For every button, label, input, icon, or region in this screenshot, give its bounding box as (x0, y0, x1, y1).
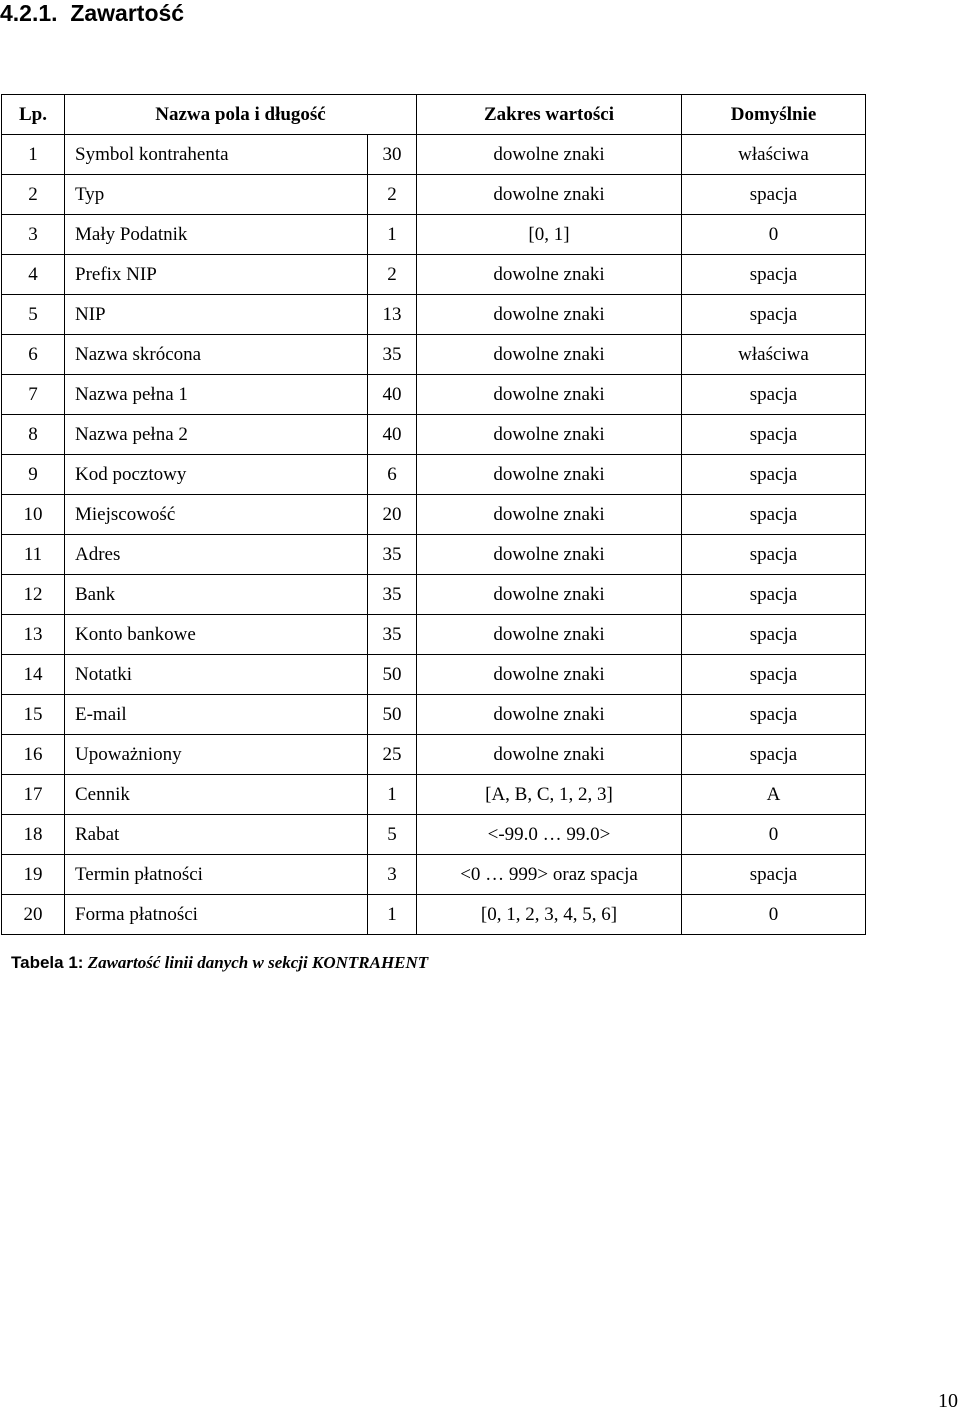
cell-range: dowolne znaki (417, 575, 682, 615)
cell-length: 6 (368, 455, 417, 495)
cell-field-name: Upoważniony (65, 735, 368, 775)
table-row (2, 375, 866, 415)
table-row (2, 495, 866, 535)
table-row (2, 575, 866, 615)
cell-lp: 19 (2, 855, 65, 895)
cell-field-name: E-mail (65, 695, 368, 735)
table-row (2, 135, 866, 175)
cell-range: <-99.0 … 99.0> (417, 815, 682, 855)
cell-default: spacja (682, 455, 866, 495)
cell-lp: 13 (2, 615, 65, 655)
cell-range: dowolne znaki (417, 455, 682, 495)
table-header-row (2, 95, 866, 135)
table-row (2, 455, 866, 495)
cell-range: [A, B, C, 1, 2, 3] (417, 775, 682, 815)
header-default: Domyślnie (682, 95, 866, 135)
cell-field-name: NIP (65, 295, 368, 335)
cell-length: 3 (368, 855, 417, 895)
cell-length: 50 (368, 655, 417, 695)
cell-range: dowolne znaki (417, 135, 682, 175)
cell-length: 35 (368, 335, 417, 375)
cell-length: 40 (368, 375, 417, 415)
cell-lp: 1 (2, 135, 65, 175)
cell-field-name: Prefix NIP (65, 255, 368, 295)
cell-field-name: Rabat (65, 815, 368, 855)
cell-lp: 5 (2, 295, 65, 335)
cell-length: 35 (368, 535, 417, 575)
cell-range: dowolne znaki (417, 175, 682, 215)
cell-default: właściwa (682, 335, 866, 375)
cell-length: 1 (368, 895, 417, 935)
table-row (2, 655, 866, 695)
cell-lp: 3 (2, 215, 65, 255)
table-row (2, 615, 866, 655)
cell-default: spacja (682, 655, 866, 695)
section-number: 4.2.1. (0, 0, 58, 26)
table-row (2, 855, 866, 895)
table-row (2, 175, 866, 215)
cell-length: 40 (368, 415, 417, 455)
cell-range: dowolne znaki (417, 735, 682, 775)
cell-lp: 18 (2, 815, 65, 855)
section-heading (0, 0, 184, 26)
cell-length: 5 (368, 815, 417, 855)
cell-range: dowolne znaki (417, 535, 682, 575)
cell-lp: 14 (2, 655, 65, 695)
header-range: Zakres wartości (417, 95, 682, 135)
caption-label: Tabela 1: (11, 953, 84, 972)
cell-lp: 8 (2, 415, 65, 455)
cell-range: dowolne znaki (417, 375, 682, 415)
cell-lp: 6 (2, 335, 65, 375)
cell-range: [0, 1] (417, 215, 682, 255)
cell-range: dowolne znaki (417, 695, 682, 735)
cell-field-name: Notatki (65, 655, 368, 695)
table-row (2, 215, 866, 255)
cell-range: dowolne znaki (417, 255, 682, 295)
cell-lp: 7 (2, 375, 65, 415)
cell-default: 0 (682, 895, 866, 935)
cell-range: <0 … 999> oraz spacja (417, 855, 682, 895)
table-row (2, 335, 866, 375)
cell-default: 0 (682, 215, 866, 255)
table-row (2, 895, 866, 935)
cell-default: spacja (682, 415, 866, 455)
table-body (2, 135, 866, 935)
cell-field-name: Kod pocztowy (65, 455, 368, 495)
cell-default: spacja (682, 295, 866, 335)
caption-text: Zawartość linii danych w sekcji KONTRAHENT (87, 953, 429, 972)
section-title: Zawartość (70, 0, 185, 26)
cell-length: 50 (368, 695, 417, 735)
cell-default: spacja (682, 535, 866, 575)
cell-default: spacja (682, 615, 866, 655)
cell-lp: 9 (2, 455, 65, 495)
cell-range: [0, 1, 2, 3, 4, 5, 6] (417, 895, 682, 935)
table-caption (11, 952, 428, 974)
cell-default: spacja (682, 255, 866, 295)
cell-lp: 2 (2, 175, 65, 215)
cell-length: 1 (368, 775, 417, 815)
cell-length: 35 (368, 615, 417, 655)
cell-range: dowolne znaki (417, 335, 682, 375)
cell-length: 2 (368, 175, 417, 215)
table-row (2, 695, 866, 735)
cell-field-name: Cennik (65, 775, 368, 815)
table-row (2, 415, 866, 455)
cell-lp: 15 (2, 695, 65, 735)
fields-table (1, 94, 866, 935)
cell-lp: 17 (2, 775, 65, 815)
cell-length: 35 (368, 575, 417, 615)
cell-length: 2 (368, 255, 417, 295)
table-row (2, 535, 866, 575)
cell-field-name: Miejscowość (65, 495, 368, 535)
table-row (2, 255, 866, 295)
cell-field-name: Symbol kontrahenta (65, 135, 368, 175)
cell-default: spacja (682, 695, 866, 735)
cell-range: dowolne znaki (417, 495, 682, 535)
page-number: 10 (938, 1390, 958, 1412)
cell-field-name: Konto bankowe (65, 615, 368, 655)
cell-lp: 4 (2, 255, 65, 295)
table-row (2, 735, 866, 775)
cell-default: A (682, 775, 866, 815)
header-name-length: Nazwa pola i długość (65, 95, 417, 135)
cell-default: spacja (682, 855, 866, 895)
cell-length: 13 (368, 295, 417, 335)
table-row (2, 775, 866, 815)
cell-lp: 12 (2, 575, 65, 615)
cell-default: spacja (682, 735, 866, 775)
cell-range: dowolne znaki (417, 615, 682, 655)
cell-lp: 10 (2, 495, 65, 535)
cell-field-name: Bank (65, 575, 368, 615)
cell-field-name: Typ (65, 175, 368, 215)
cell-lp: 16 (2, 735, 65, 775)
cell-default: spacja (682, 575, 866, 615)
cell-range: dowolne znaki (417, 295, 682, 335)
cell-default: 0 (682, 815, 866, 855)
cell-lp: 11 (2, 535, 65, 575)
table-row (2, 295, 866, 335)
cell-length: 30 (368, 135, 417, 175)
cell-field-name: Adres (65, 535, 368, 575)
cell-range: dowolne znaki (417, 415, 682, 455)
cell-field-name: Forma płatności (65, 895, 368, 935)
table-row (2, 815, 866, 855)
cell-field-name: Termin płatności (65, 855, 368, 895)
cell-field-name: Nazwa pełna 1 (65, 375, 368, 415)
cell-default: spacja (682, 495, 866, 535)
cell-length: 25 (368, 735, 417, 775)
cell-length: 20 (368, 495, 417, 535)
cell-default: spacja (682, 175, 866, 215)
cell-field-name: Mały Podatnik (65, 215, 368, 255)
cell-lp: 20 (2, 895, 65, 935)
header-lp: Lp. (2, 95, 65, 135)
cell-range: dowolne znaki (417, 655, 682, 695)
cell-default: właściwa (682, 135, 866, 175)
cell-default: spacja (682, 375, 866, 415)
cell-field-name: Nazwa skrócona (65, 335, 368, 375)
cell-field-name: Nazwa pełna 2 (65, 415, 368, 455)
cell-length: 1 (368, 215, 417, 255)
